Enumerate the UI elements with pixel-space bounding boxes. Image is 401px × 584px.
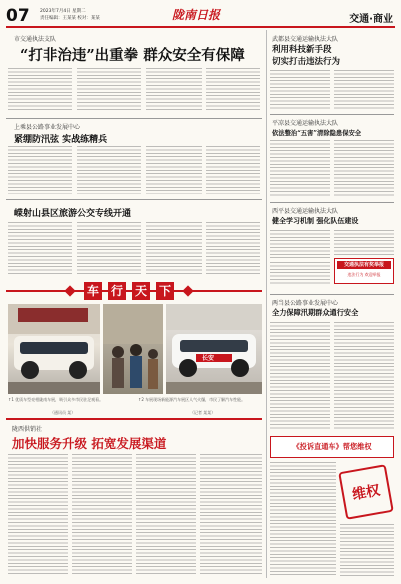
- article-body: [270, 140, 330, 198]
- issue-editor: 责任编辑：王某某 校对：某某: [40, 16, 100, 21]
- divider: [270, 294, 394, 295]
- section-title: 交通·商业: [349, 14, 393, 25]
- rights-stamp: [338, 464, 394, 520]
- article-kicker: 两当县公路事业发展中心: [272, 300, 339, 307]
- article-body: [334, 140, 394, 198]
- photo-caption: ↑1 优质车型亮相陇南车展，吸引众多市民驻足观看。: [8, 397, 104, 402]
- article-title: 嵘射山县区旅游公交专线开通: [14, 209, 132, 219]
- article-kicker: 西平县交通运输执法大队: [272, 208, 339, 215]
- article-body: [206, 222, 260, 276]
- article-body: [77, 146, 141, 194]
- article-kicker: 上乘县公路事业发展中心: [14, 124, 81, 131]
- car-show-photo-2: [103, 304, 163, 394]
- divider: [6, 199, 262, 200]
- article-title: 加快服务升级 拓宽发展渠道: [12, 436, 167, 451]
- article-title: 健全学习机制 强化队伍建设: [272, 216, 359, 225]
- article-body: [8, 454, 68, 576]
- masthead-rule: [6, 26, 395, 28]
- article-body: [206, 146, 260, 194]
- divider: [270, 202, 394, 203]
- article-body: [146, 222, 202, 276]
- article-title: 切实打击违法行为: [272, 57, 341, 67]
- banner: [6, 282, 262, 300]
- article-body: [146, 146, 202, 194]
- divider: [6, 118, 262, 119]
- article-body: [270, 230, 330, 260]
- article-kicker: 武都县交通运输执法大队: [272, 36, 339, 43]
- column-title: 《投诉直通车》帮您维权: [292, 442, 372, 451]
- article-body: [206, 68, 260, 112]
- banner-char: 天: [132, 282, 150, 300]
- report-ad: [334, 258, 394, 284]
- article-title: “打非治违”出重拳 群众安全有保障: [20, 47, 245, 64]
- article-body: [77, 68, 141, 112]
- photo-credit: （记者 某某）: [190, 410, 216, 415]
- divider: [270, 114, 394, 115]
- car-brand-logo: 长安: [202, 355, 215, 362]
- ad-subtitle: 违法行为 欢迎举报: [347, 272, 381, 277]
- column-body: [340, 524, 394, 576]
- article-kicker: 平凉县交通运输执法大队: [272, 120, 339, 127]
- article-body: [334, 70, 394, 110]
- article-title: 全力保障汛期群众通行安全: [272, 308, 359, 317]
- car-photo-graphic: [8, 304, 100, 394]
- ad-title: 交通执法有奖举报: [337, 261, 391, 269]
- crowd-photo-graphic: [103, 304, 163, 394]
- article-title: 依法整治“五害”清除隐患保安全: [272, 130, 362, 137]
- article-body: [270, 322, 330, 430]
- stamp-text: 维权: [350, 482, 382, 504]
- article-body: [334, 322, 394, 430]
- car-show-photo-3: [166, 304, 262, 394]
- banner-diamond-left: [64, 285, 75, 296]
- car-show-photo-1: [8, 304, 100, 394]
- article-body: [8, 146, 72, 194]
- article-body: [8, 222, 72, 276]
- article-title: 利用科技新手段: [272, 45, 332, 55]
- article-body: [72, 454, 132, 576]
- article-body: [270, 262, 330, 284]
- article-kicker: 陇西供销社: [12, 426, 43, 433]
- article-body: [200, 454, 262, 576]
- article-body: [77, 222, 141, 276]
- article-title: 紧绷防汛弦 实战练精兵: [14, 135, 108, 145]
- page-number: 07: [6, 6, 30, 26]
- banner-diamond-right: [182, 285, 193, 296]
- article-body: [146, 68, 202, 112]
- article-body: [334, 230, 394, 256]
- article-body: [136, 454, 196, 576]
- article-body: [8, 68, 72, 112]
- newspaper-logo: 陇南日报: [172, 8, 221, 22]
- car-photo-graphic: [166, 304, 262, 394]
- article-body: [270, 70, 330, 110]
- divider: [6, 418, 262, 420]
- column-body: [270, 462, 336, 576]
- issue-date: 2023年7月4日 星期二: [40, 9, 86, 14]
- banner-char: 下: [156, 282, 174, 300]
- banner-char: 行: [108, 282, 126, 300]
- article-kicker: 市交通执法支队: [14, 36, 57, 43]
- complaint-column-header: [270, 436, 394, 458]
- column-divider: [266, 30, 267, 578]
- photo-caption: ↑2 车展现场新能源汽车展区人气火爆，市民了解汽车性能。: [138, 397, 246, 402]
- banner-char: 车: [84, 282, 102, 300]
- photo-credit: （通讯员 某）: [50, 410, 76, 415]
